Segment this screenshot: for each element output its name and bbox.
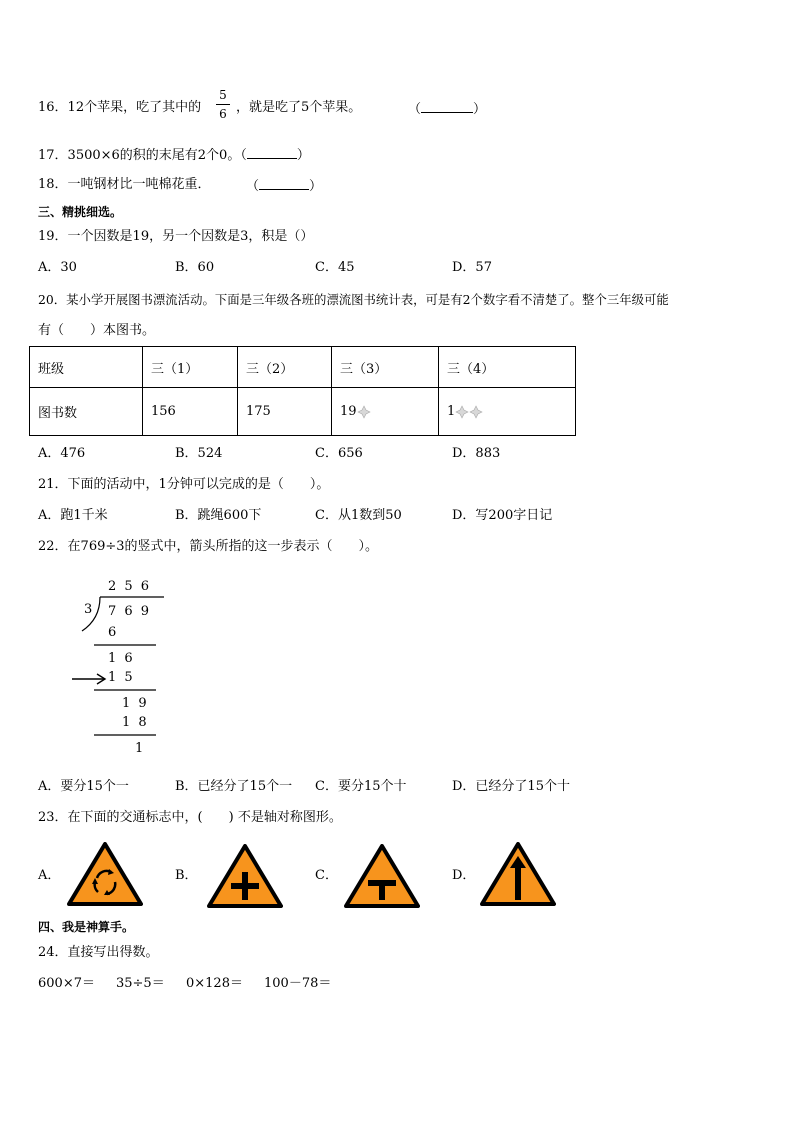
q21-option-b[interactable]: B．跳绳600下 — [175, 508, 262, 523]
division-lines — [60, 575, 180, 765]
q17-text: 17．3500×6的积的末尾有2个0。（ — [38, 148, 247, 163]
q19-option-a[interactable]: A．30 — [38, 260, 77, 275]
table-row-label: 图书数 — [30, 388, 143, 436]
q23-option-c-label[interactable]: C． — [315, 868, 338, 883]
q22-option-d[interactable]: D．已经分了15个十 — [452, 779, 570, 794]
question-22: 22．在769÷3的竖式中，箭头所指的这一步表示（ ）。 — [38, 539, 379, 554]
q22-option-c[interactable]: C．要分15个十 — [315, 779, 407, 794]
fraction-5-6 — [216, 88, 230, 121]
long-division — [60, 575, 180, 765]
table-cell-3-2: 175 — [238, 388, 332, 436]
q19-option-d[interactable]: D．57 — [452, 260, 492, 275]
q18-answer-blank[interactable]: （ ） — [246, 179, 323, 194]
q21-option-d[interactable]: D．写200字日记 — [452, 508, 553, 523]
book-table — [29, 346, 576, 436]
q20-option-b[interactable]: B．524 — [175, 446, 223, 461]
fraction-numerator: 5 — [219, 88, 227, 102]
q24-item-2[interactable]: 35÷5＝ — [116, 976, 165, 991]
straight-ahead-sign-icon[interactable] — [480, 842, 556, 906]
fraction-denominator: 6 — [219, 107, 227, 121]
q20-option-c[interactable]: C．656 — [315, 446, 363, 461]
division-quotient: 2 5 6 — [108, 579, 152, 594]
division-divisor: 3 — [84, 602, 95, 617]
question-17: 17．3500×6的积的末尾有2个0。（ ） — [38, 148, 310, 163]
q24-item-3[interactable]: 0×128＝ — [186, 976, 243, 991]
q16-text-b: ，就是吃了5个苹果。 — [236, 100, 362, 115]
question-24: 24．直接写出得数。 — [38, 945, 159, 960]
q24-item-1[interactable]: 600×7＝ — [38, 976, 95, 991]
q18-text: 18．一吨钢材比一吨棉花重． — [38, 177, 211, 192]
question-20-line1: 20．某小学开展图书漂流活动。下面是三年级各班的漂流图书统计表，可是有2个数字看不清楚了。整个三年级可能 — [38, 292, 669, 307]
division-step-3: 1 5 — [108, 670, 135, 685]
t-junction-sign-icon[interactable] — [344, 844, 420, 908]
q23-option-a-label[interactable]: A． — [38, 868, 61, 883]
q16-text-a: 16．12个苹果，吃了其中的 — [38, 100, 202, 115]
division-dividend: 7 6 9 — [108, 604, 152, 619]
table-cell-3-4: 1 — [439, 388, 576, 436]
smudge-icon — [469, 405, 483, 419]
q21-option-a[interactable]: A．跑1千米 — [38, 508, 108, 523]
q22-option-b[interactable]: B．已经分了15个一 — [175, 779, 293, 794]
division-step-4: 1 9 — [122, 696, 149, 711]
q23-option-b-label[interactable]: B． — [175, 868, 198, 883]
smudge-icon — [455, 405, 469, 419]
q19-option-c[interactable]: C．45 — [315, 260, 355, 275]
crossroad-sign-icon[interactable] — [207, 844, 283, 908]
question-20-line2: 有（ ）本图书。 — [38, 323, 156, 338]
q17-answer-blank[interactable] — [247, 146, 297, 159]
q16-answer-blank[interactable]: （ ） — [408, 102, 487, 117]
q22-option-a[interactable]: A．要分15个一 — [38, 779, 129, 794]
division-step-2: 1 6 — [108, 651, 135, 666]
section-4-heading: 四、我是神算手。 — [38, 920, 135, 934]
q20-option-a[interactable]: A．476 — [38, 446, 86, 461]
q20-option-d[interactable]: D．883 — [452, 446, 501, 461]
division-step-5: 1 8 — [122, 715, 149, 730]
question-16 — [38, 100, 201, 116]
table-header-3-1: 三（1） — [143, 347, 238, 388]
question-21: 21．下面的活动中，1分钟可以完成的是（ ）。 — [38, 477, 330, 492]
table-cell-3-1: 156 — [143, 388, 238, 436]
table-header-class: 班级 — [30, 347, 143, 388]
table-header-3-4: 三（4） — [439, 347, 576, 388]
question-18 — [38, 177, 211, 193]
table-header-3-3: 三（3） — [332, 347, 439, 388]
q23-option-d-label[interactable]: D． — [452, 868, 476, 883]
roundabout-sign-icon[interactable] — [67, 842, 143, 906]
division-step-1: 6 — [108, 625, 119, 640]
table-cell-3-3: 19 — [332, 388, 439, 436]
section-3-heading: 三、精挑细选。 — [38, 205, 123, 219]
q24-item-4[interactable]: 100－78＝ — [264, 976, 332, 991]
division-remainder: 1 — [135, 741, 146, 756]
q21-option-c[interactable]: C．从1数到50 — [315, 508, 402, 523]
table-header-3-2: 三（2） — [238, 347, 332, 388]
question-23: 23．在下面的交通标志中，( ) 不是轴对称图形。 — [38, 810, 342, 825]
question-19: 19．一个因数是19，另一个因数是3，积是（） — [38, 229, 314, 244]
question-16-tail — [236, 100, 361, 116]
arrow-right-icon — [70, 672, 110, 686]
q19-option-b[interactable]: B．60 — [175, 260, 215, 275]
smudge-icon — [357, 405, 371, 419]
